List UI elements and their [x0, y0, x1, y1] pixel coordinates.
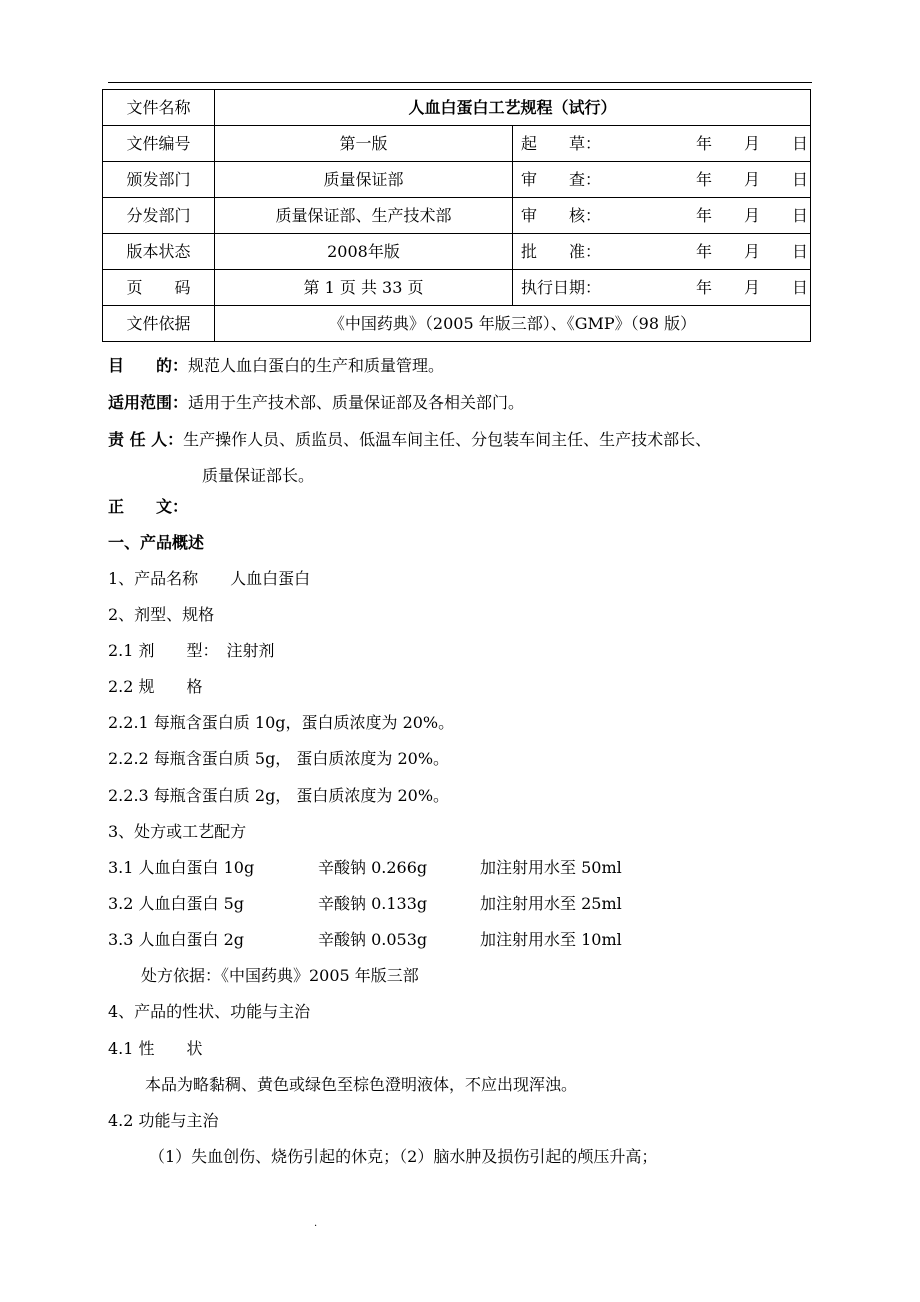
purpose-line: [108, 356, 444, 376]
sig-review-cell: [513, 162, 811, 198]
sig-effective-date: 年 月 日: [695, 278, 808, 297]
responsible-text: 生产操作人员、质监员、低温车间主任、分包装车间主任、生产技术部长、: [183, 430, 712, 449]
responsible-line: [108, 430, 711, 450]
formula-3-b: 辛酸钠 0.053g: [318, 930, 428, 949]
value-file-number: 第一版: [215, 126, 513, 162]
sig-review-label: 审 查：: [521, 170, 602, 189]
line-4-1: 4.1 性 状: [108, 1039, 203, 1058]
sig-draft-label: 起 草：: [521, 134, 602, 153]
document-header-table: [102, 89, 811, 342]
line-2-2-3: 2.2.3 每瓶含蛋白质 2g， 蛋白质浓度为 20%。: [108, 786, 450, 805]
header-row-page: [103, 270, 811, 306]
sig-effective-cell: [513, 270, 811, 306]
value-distribution: 质量保证部、生产技术部: [215, 198, 513, 234]
sig-check-date: 年 月 日: [695, 206, 808, 225]
formula-2-c: 加注射用水至 25ml: [480, 894, 622, 913]
sig-check-label: 审 核：: [521, 206, 602, 225]
footer-dot: .: [314, 1218, 318, 1229]
label-file-number: 文件编号: [103, 126, 215, 162]
sig-draft-cell: [513, 126, 811, 162]
sig-review-date: 年 月 日: [695, 170, 808, 189]
top-rule: [108, 82, 812, 83]
scope-text: 适用于生产技术部、质量保证部及各相关部门。: [188, 393, 525, 412]
sig-approve-date: 年 月 日: [695, 242, 808, 261]
sig-approve-cell: [513, 234, 811, 270]
line-2-2-1: 2.2.1 每瓶含蛋白质 10g，蛋白质浓度为 20%。: [108, 713, 455, 732]
formula-1-c: 加注射用水至 50ml: [480, 858, 622, 877]
line-2-2-2: 2.2.2 每瓶含蛋白质 5g， 蛋白质浓度为 20%。: [108, 749, 450, 768]
label-basis: 文件依据: [103, 306, 215, 342]
value-page: 第 1 页 共 33 页: [215, 270, 513, 306]
sig-check-cell: [513, 198, 811, 234]
sig-effective-label: 执行日期：: [521, 278, 602, 297]
label-distribution: 分发部门: [103, 198, 215, 234]
line-2-2: 2.2 规 格: [108, 677, 203, 696]
header-row-issuer: [103, 162, 811, 198]
label-file-name: 文件名称: [103, 90, 215, 126]
formula-2-a: 3.2 人血白蛋白 5g: [108, 894, 245, 913]
header-row-number: [103, 126, 811, 162]
header-row-basis: [103, 306, 811, 342]
description-text: 本品为略黏稠、黄色或绿色至棕色澄明液体，不应出现浑浊。: [145, 1075, 578, 1094]
responsible-text-cont: 质量保证部长。: [202, 466, 315, 485]
document-title: 人血白蛋白工艺规程（试行）: [215, 90, 811, 126]
line-4: 4、产品的性状、功能与主治: [108, 1002, 311, 1021]
scope-label: 适用范围：: [108, 393, 189, 412]
header-row-version: [103, 234, 811, 270]
formula-1-a: 3.1 人血白蛋白 10g: [108, 858, 255, 877]
value-basis: 《中国药典》（2005 年版三部）、《GMP》（98 版）: [215, 306, 811, 342]
formula-1-b: 辛酸钠 0.266g: [318, 858, 428, 877]
formula-2-b: 辛酸钠 0.133g: [318, 894, 428, 913]
label-page: 页 码: [103, 270, 215, 306]
formula-basis: 处方依据：《中国药典》2005 年版三部: [141, 966, 419, 985]
line-2: 2、剂型、规格: [108, 605, 215, 624]
header-row-title: [103, 90, 811, 126]
sig-draft-date: 年 月 日: [695, 134, 808, 153]
line-4-2: 4.2 功能与主治: [108, 1111, 219, 1130]
purpose-label: 目 的：: [108, 356, 189, 375]
line-3: 3、处方或工艺配方: [108, 822, 247, 841]
value-version: 2008年版: [215, 234, 513, 270]
line-1: 1、产品名称 人血白蛋白: [108, 569, 311, 588]
purpose-text: 规范人血白蛋白的生产和质量管理。: [188, 356, 445, 375]
indications-text: （1）失血创伤、烧伤引起的休克；（2）脑水肿及损伤引起的颅压升高；: [149, 1147, 658, 1166]
header-row-distribution: [103, 198, 811, 234]
value-issuer: 质量保证部: [215, 162, 513, 198]
responsible-label: 责 任 人：: [108, 430, 184, 449]
scope-line: [108, 393, 524, 413]
line-2-1: 2.1 剂 型： 注射剂: [108, 641, 275, 660]
body-label: 正 文：: [108, 497, 189, 516]
label-version: 版本状态: [103, 234, 215, 270]
sig-approve-label: 批 准：: [521, 242, 602, 261]
section-1-heading: 一、产品概述: [108, 533, 205, 552]
formula-3-c: 加注射用水至 10ml: [480, 930, 622, 949]
label-issuer: 颁发部门: [103, 162, 215, 198]
formula-3-a: 3.3 人血白蛋白 2g: [108, 930, 245, 949]
